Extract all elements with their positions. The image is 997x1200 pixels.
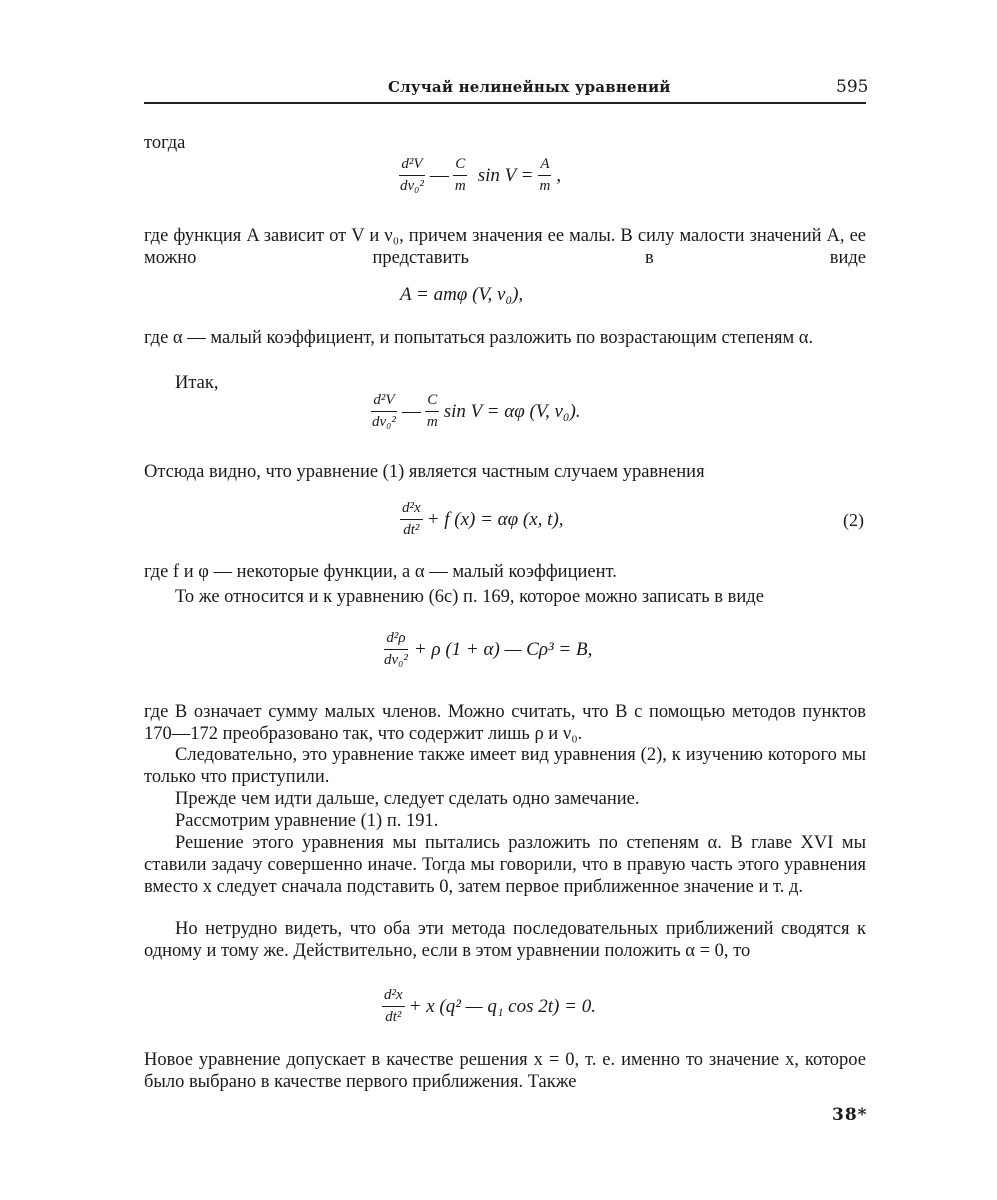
- denominator: dt²: [385, 1009, 402, 1025]
- paragraph-14: Новое уравнение допускает в качестве решения x = 0, т. е. именно то значение x, которое было выбрано в качестве первого приближения. Также: [144, 1050, 866, 1092]
- equation-6: [378, 987, 596, 1026]
- fraction: [453, 156, 468, 195]
- equation-text: sin V = αφ (V, ν₀).: [443, 400, 581, 422]
- denominator: dt²: [403, 522, 420, 538]
- numerator: d²V: [399, 156, 424, 176]
- fraction: [425, 392, 440, 431]
- paragraph-3: где α — малый коэффициент, и попытаться разложить по возрастающим степеням α.: [144, 328, 814, 348]
- equation-5: [378, 630, 592, 669]
- paragraph-1: тогда: [144, 133, 186, 153]
- numerator: d²x: [382, 987, 405, 1007]
- equation-2: [400, 284, 523, 306]
- fraction: [398, 156, 426, 195]
- paragraph-8: где B означает сумму малых членов. Можно считать, что B с помощью методов пунктов 170—172 преобразовано так, что содержит лишь ρ и ν₀.: [144, 702, 866, 744]
- fraction: [382, 987, 405, 1026]
- denominator: dν₀²: [400, 178, 424, 194]
- signature-mark: 38*: [832, 1105, 868, 1125]
- denominator: m: [539, 178, 551, 194]
- paragraph-11: Рассмотрим уравнение (1) п. 191.: [175, 811, 439, 831]
- paragraph-13: Но нетрудно видеть, что оба эти метода последовательных приближений сводятся к одному и тому же. Действительно, если в этом уравнении положить α = 0, то: [144, 919, 866, 961]
- equation-text: sin V =: [477, 164, 534, 186]
- paragraph-9: Следовательно, это уравнение также имеет вид уравнения (2), к изучению которого мы только что приступили.: [144, 745, 866, 787]
- paragraph-10: Прежде чем идти дальше, следует сделать одно замечание.: [175, 789, 640, 809]
- numerator: C: [453, 156, 467, 176]
- paragraph-4: Итак,: [175, 373, 219, 393]
- paragraph-12: Решение этого уравнения мы пытались разложить по степеням α. В главе XVI мы ставили задачу совершенно иначе. Тогда мы говорили, что в правую часть этого уравнения вместо x следует сначала подставить 0, затем первое приближенное значение и т. д.: [144, 833, 866, 897]
- fraction: [370, 392, 398, 431]
- denominator: m: [426, 414, 438, 430]
- denominator: dν₀²: [372, 414, 396, 430]
- page-number: 595: [836, 77, 869, 97]
- operator: —: [401, 400, 421, 422]
- equation-4: [396, 500, 564, 539]
- equation-text: ,: [556, 164, 562, 186]
- equation-text: + x (q² — q₁ cos 2t) = 0.: [408, 995, 596, 1017]
- denominator: dν₀²: [384, 652, 408, 668]
- equation-number: (2): [843, 510, 864, 530]
- paragraph-2: где функция A зависит от V и ν₀, причем значения ее малы. В силу малости значений A, ее можно представить в виде: [144, 226, 866, 268]
- fraction: [537, 156, 552, 195]
- running-header-title: Случай нелинейных уравнений: [388, 78, 671, 96]
- equation-3: [366, 392, 581, 431]
- numerator: d²V: [371, 392, 396, 412]
- paragraph-5: Отсюда видно, что уравнение (1) является частным случаем уравнения: [144, 462, 705, 482]
- header-rule: [144, 102, 866, 104]
- numerator: A: [538, 156, 551, 176]
- equation-text: + f (x) = αφ (x, t),: [426, 508, 564, 530]
- equation-1: [394, 156, 561, 195]
- fraction: [400, 500, 423, 539]
- numerator: d²ρ: [384, 630, 407, 650]
- operator: —: [429, 164, 449, 186]
- paragraph-7: То же относится и к уравнению (6c) п. 169, которое можно записать в виде: [175, 587, 764, 607]
- paragraph-6: где f и φ — некоторые функции, а α — малый коэффициент.: [144, 562, 617, 582]
- numerator: C: [425, 392, 439, 412]
- equation-text: A = amφ (V, ν₀),: [400, 284, 524, 305]
- numerator: d²x: [400, 500, 423, 520]
- fraction: [382, 630, 410, 669]
- equation-text: + ρ (1 + α) — Cρ³ = B,: [413, 638, 593, 660]
- denominator: m: [454, 178, 466, 194]
